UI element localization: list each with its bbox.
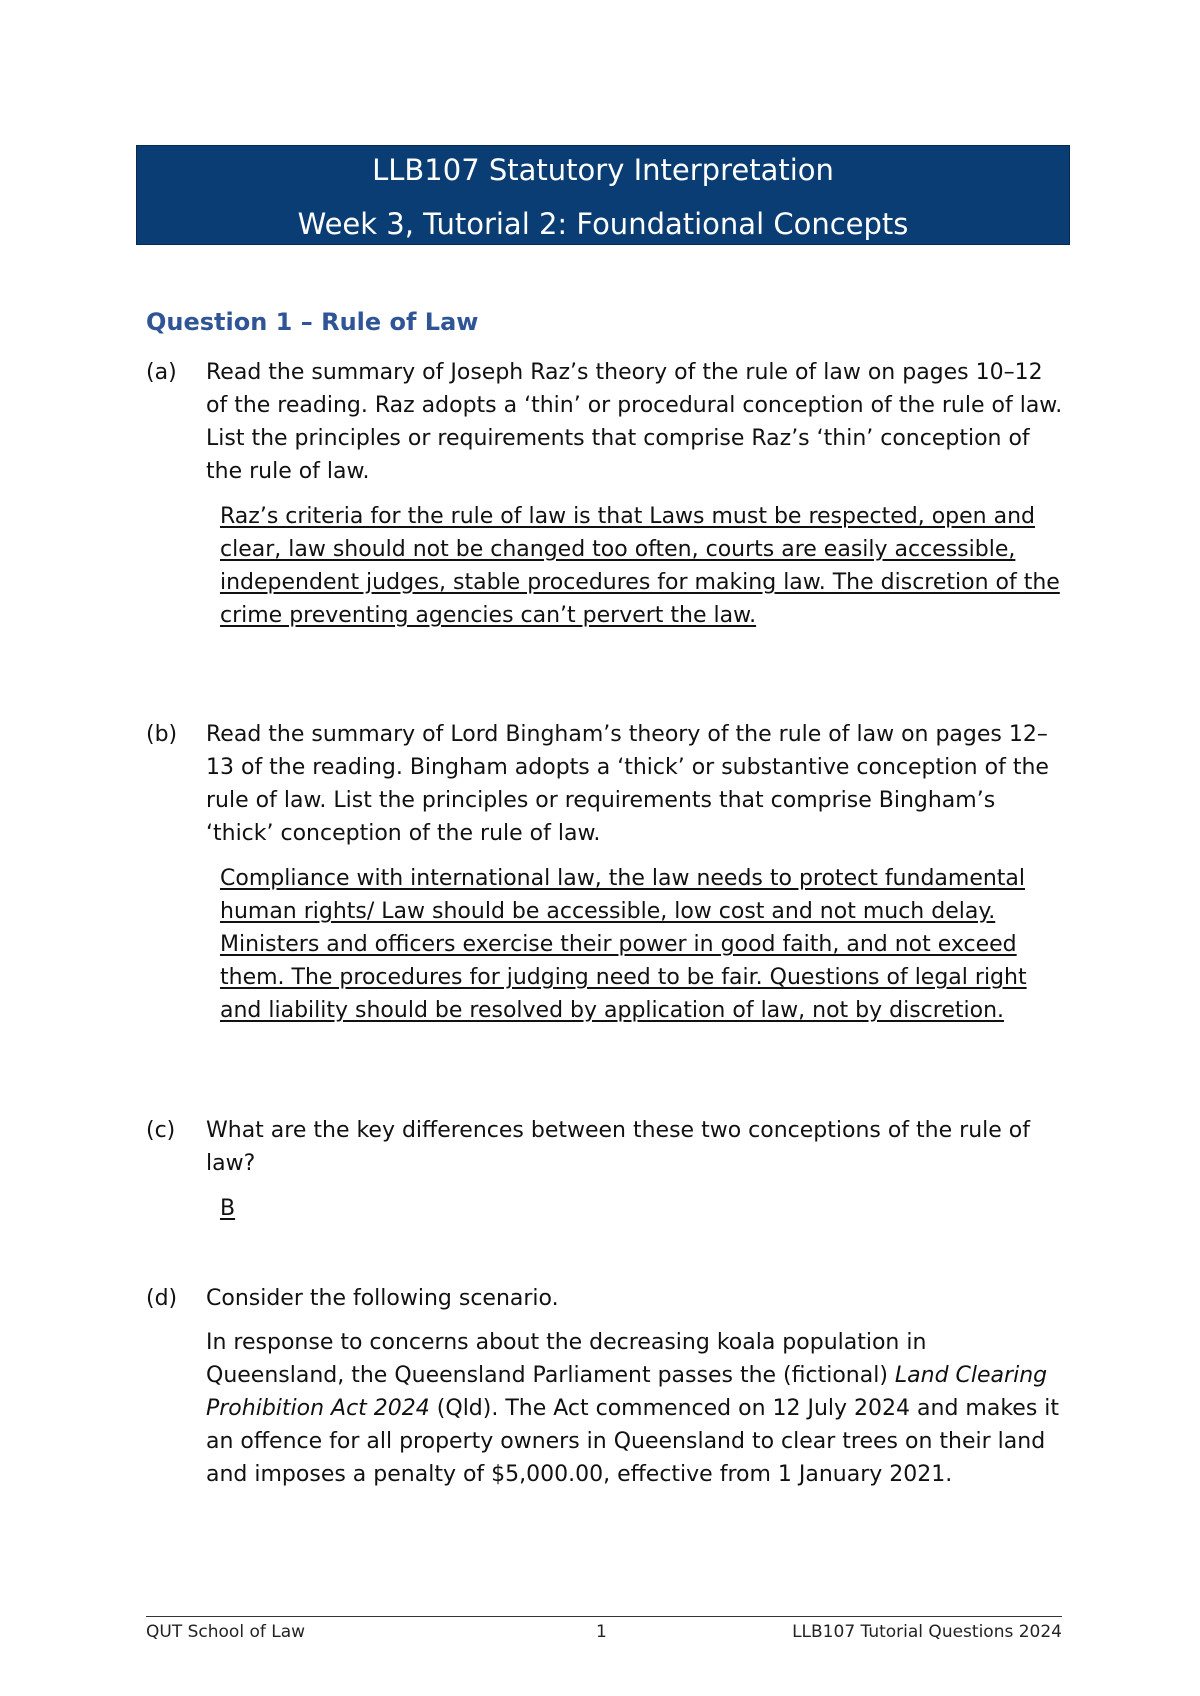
- answer-text-a: Raz’s criteria for the rule of law is that Laws must be respected, open and clear, law should not be changed too often, courts are easily accessible, independent judges, stable procedures for making law. The discretion of the crime preventing agencies can’t pervert the law.: [220, 504, 1060, 628]
- question-label: (a): [146, 360, 177, 385]
- footer-divider: [146, 1616, 1062, 1617]
- course-title: LLB107 Statutory Interpretation: [372, 153, 834, 187]
- question-label: (b): [146, 722, 178, 747]
- question-text: Consider the following scenario.: [206, 1286, 559, 1311]
- footer-school: QUT School of Law: [146, 1622, 306, 1642]
- answer-text-c: B: [220, 1196, 236, 1221]
- question-text: Read the summary of Joseph Raz’s theory of the rule of law on pages 10–12 of the reading. Raz adopts a ‘thin’ or procedural conception of the rule of law. List the principles or requirements that comprise Raz’s ‘thin’ conception of the rule of law.: [206, 360, 1063, 484]
- page-number: 1: [596, 1622, 607, 1642]
- scenario-paragraph: [206, 1326, 1066, 1491]
- footer-document-title: LLB107 Tutorial Questions 2024: [792, 1622, 1062, 1642]
- tutorial-title: Week 3, Tutorial 2: Foundational Concepts: [297, 207, 909, 241]
- question-heading: Question 1 – Rule of Law: [146, 308, 479, 336]
- answer-text-b: Compliance with international law, the law needs to protect fundamental human rights/ Law should be accessible, low cost and not much delay. Ministers and officers exercise their power in good faith, and not exceed them. The procedures for judging need to be fair. Questions of legal right and liability should be resolved by application of law, not by discretion.: [220, 866, 1027, 1023]
- scenario-text: In response to concerns about the decreasing koala population in Queensland, the Queensland Parliament passes the (fictional): [206, 1330, 927, 1388]
- act-name: Land Clearing Prohibition Act 2024: [206, 1363, 1048, 1421]
- title-banner: [136, 145, 1070, 245]
- question-text: Read the summary of Lord Bingham’s theory of the rule of law on pages 12–13 of the reading. Bingham adopts a ‘thick’ or substantive conception of the rule of law. List the principles or requirements that comprise Bingham’s ‘thick’ conception of the rule of law.: [206, 722, 1049, 846]
- question-label: (d): [146, 1286, 178, 1311]
- scenario-text: (Qld). The Act commenced on 12 July 2024 and makes it an offence for all property owners in Queensland to clear trees on their land and imposes a penalty of $5,000.00, effective from 1 January 2021.: [206, 1396, 1060, 1487]
- question-text: What are the key differences between these two conceptions of the rule of law?: [206, 1118, 1030, 1176]
- question-label: (c): [146, 1118, 176, 1143]
